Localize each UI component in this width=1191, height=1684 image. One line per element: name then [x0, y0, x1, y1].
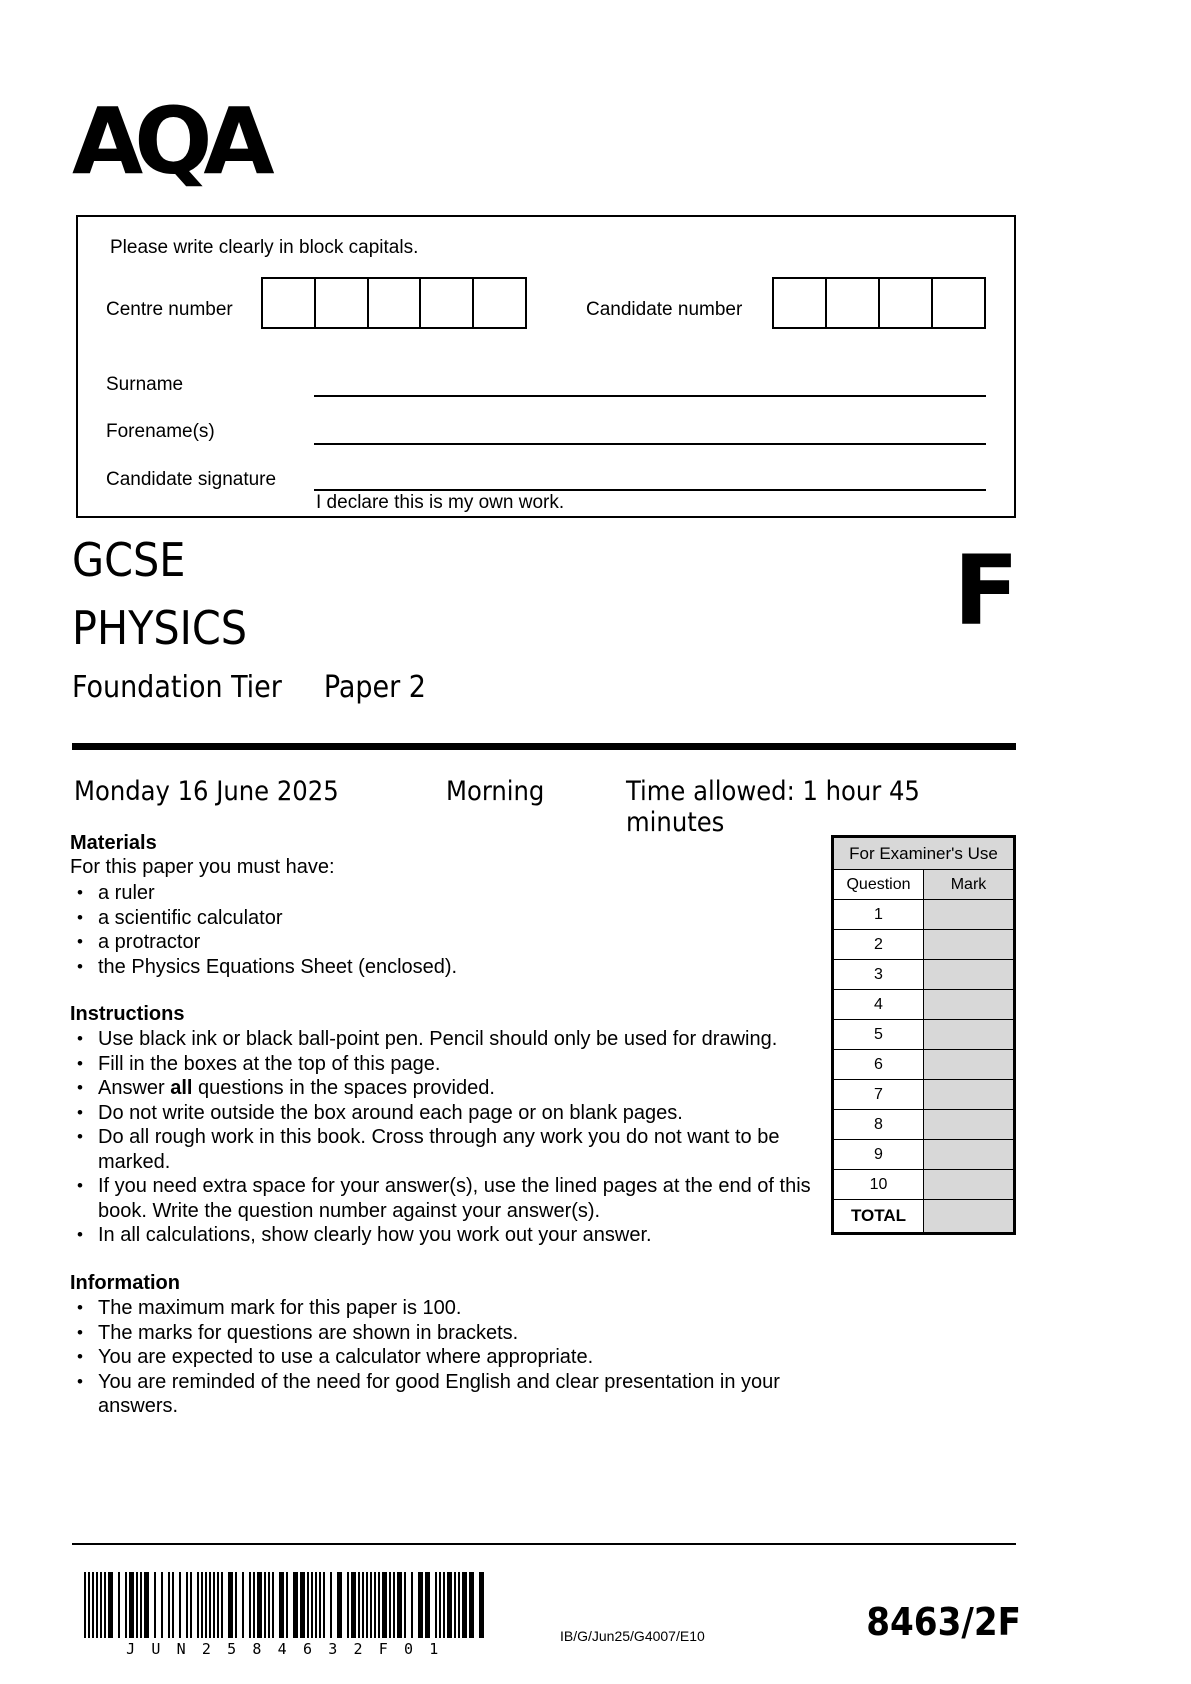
mark-entry-cell[interactable] — [924, 1110, 1014, 1140]
candidate-number-label: Candidate number — [586, 299, 743, 320]
candidate-signature-label: Candidate signature — [106, 469, 277, 490]
materials-list — [70, 881, 812, 979]
centre-number-label: Centre number — [106, 299, 233, 320]
mark-entry-cell[interactable] — [924, 1050, 1014, 1080]
centre-number-cell[interactable] — [421, 279, 474, 327]
question-number: 5 — [834, 1020, 924, 1050]
table-row-total — [834, 1200, 1014, 1233]
instructions-list — [70, 1027, 812, 1248]
list-item: • Fill in the boxes at the top of this page. — [70, 1052, 812, 1077]
table-row — [834, 900, 1014, 930]
table-row — [834, 930, 1014, 960]
mark-entry-cell[interactable] — [924, 930, 1014, 960]
mark-entry-cell[interactable] — [924, 1020, 1014, 1050]
aqa-logo: AQA — [72, 88, 266, 195]
column-header-question: Question — [834, 870, 924, 900]
list-item: • If you need extra space for your answer(s), use the lined pages at the end of this book. Write the question number against your answer(s). — [70, 1174, 812, 1223]
total-mark-cell[interactable] — [924, 1200, 1014, 1233]
list-item: • You are reminded of the need for good English and clear presentation in your answers. — [70, 1370, 812, 1419]
surname-label: Surname — [106, 374, 184, 395]
list-item: • Do not write outside the box around each page or on blank pages. — [70, 1101, 812, 1126]
title-divider — [72, 743, 1016, 750]
barcode — [84, 1572, 484, 1638]
list-item: • In all calculations, show clearly how you work out your answer. — [70, 1223, 812, 1248]
materials-heading: Materials — [70, 832, 157, 854]
materials-section — [70, 832, 812, 979]
candidate-number-cell[interactable] — [933, 279, 984, 327]
examiner-table-title: For Examiner's Use — [834, 838, 1014, 870]
internal-reference-code: IB/G/Jun25/G4007/E10 — [560, 1628, 705, 1644]
table-row — [834, 1080, 1014, 1110]
list-item: • the Physics Equations Sheet (enclosed). — [70, 955, 812, 980]
table-row — [834, 1170, 1014, 1200]
centre-number-cell[interactable] — [369, 279, 422, 327]
list-item: • The marks for questions are shown in brackets. — [70, 1321, 812, 1346]
total-label: TOTAL — [834, 1200, 924, 1233]
table-row — [834, 1020, 1014, 1050]
list-item: • a ruler — [70, 881, 812, 906]
centre-number-cell[interactable] — [263, 279, 316, 327]
mark-entry-cell[interactable] — [924, 1140, 1014, 1170]
barcode-number: J U N 2 5 8 4 6 3 2 F 0 1 — [126, 1640, 442, 1658]
list-item: • You are expected to use a calculator where appropriate. — [70, 1345, 812, 1370]
mark-entry-cell[interactable] — [924, 900, 1014, 930]
exam-date: Monday 16 June 2025 — [74, 776, 339, 807]
time-allowed: Time allowed: 1 hour 45 minutes — [626, 776, 920, 838]
barcode-bar — [479, 1572, 484, 1638]
table-row — [834, 990, 1014, 1020]
candidate-signature-input[interactable] — [314, 489, 986, 491]
emphasis: all — [170, 1077, 193, 1099]
mark-entry-cell[interactable] — [924, 1080, 1014, 1110]
mark-entry-cell[interactable] — [924, 1170, 1014, 1200]
instructions-heading: Instructions — [70, 1003, 185, 1025]
subject-title: PHYSICS — [72, 601, 248, 655]
candidate-number-cell[interactable] — [827, 279, 880, 327]
mark-entry-cell[interactable] — [924, 990, 1014, 1020]
examiner-marks-table — [831, 835, 1016, 1235]
list-item: • Do all rough work in this book. Cross through any work you do not want to be marked. — [70, 1125, 812, 1174]
information-section — [70, 1272, 812, 1419]
column-header-mark: Mark — [924, 870, 1014, 900]
exam-session: Morning — [446, 776, 545, 807]
paper-code: 8463/2F — [866, 1600, 1021, 1644]
question-number: 4 — [834, 990, 924, 1020]
information-heading: Information — [70, 1272, 180, 1294]
question-number: 10 — [834, 1170, 924, 1200]
forename-label: Forename(s) — [106, 421, 215, 442]
table-row — [834, 1140, 1014, 1170]
question-number: 3 — [834, 960, 924, 990]
centre-number-input[interactable] — [261, 277, 527, 329]
declaration-text: I declare this is my own work. — [316, 492, 565, 513]
question-number: 7 — [834, 1080, 924, 1110]
question-number: 2 — [834, 930, 924, 960]
table-row — [834, 1050, 1014, 1080]
list-item: • Use black ink or black ball-point pen. Pencil should only be used for drawing. — [70, 1027, 812, 1052]
paper-label: Paper 2 — [323, 670, 426, 705]
list-item: • Answer all questions in the spaces provided. — [70, 1076, 812, 1101]
centre-number-cell[interactable] — [474, 279, 525, 327]
list-item: • a protractor — [70, 930, 812, 955]
tier-letter-badge: F — [953, 535, 1019, 647]
candidate-details-box — [76, 215, 1016, 518]
question-number: 1 — [834, 900, 924, 930]
list-item: • The maximum mark for this paper is 100. — [70, 1296, 812, 1321]
list-item: • a scientific calculator — [70, 906, 812, 931]
candidate-number-cell[interactable] — [880, 279, 933, 327]
footer-divider — [72, 1543, 1016, 1545]
tier-label: Foundation Tier — [72, 670, 282, 705]
surname-input[interactable] — [314, 395, 986, 397]
block-capitals-instruction: Please write clearly in block capitals. — [110, 237, 419, 258]
materials-subheading: For this paper you must have: — [70, 856, 335, 878]
tier-and-paper — [72, 670, 426, 705]
candidate-number-cell[interactable] — [774, 279, 827, 327]
mark-entry-cell[interactable] — [924, 960, 1014, 990]
qualification-title: GCSE — [72, 533, 186, 587]
forename-input[interactable] — [314, 443, 986, 445]
instructions-section — [70, 1003, 812, 1248]
question-number: 8 — [834, 1110, 924, 1140]
question-number: 6 — [834, 1050, 924, 1080]
table-row — [834, 960, 1014, 990]
question-number: 9 — [834, 1140, 924, 1170]
candidate-number-input[interactable] — [772, 277, 986, 329]
centre-number-cell[interactable] — [316, 279, 369, 327]
information-list — [70, 1296, 812, 1419]
table-row — [834, 1110, 1014, 1140]
